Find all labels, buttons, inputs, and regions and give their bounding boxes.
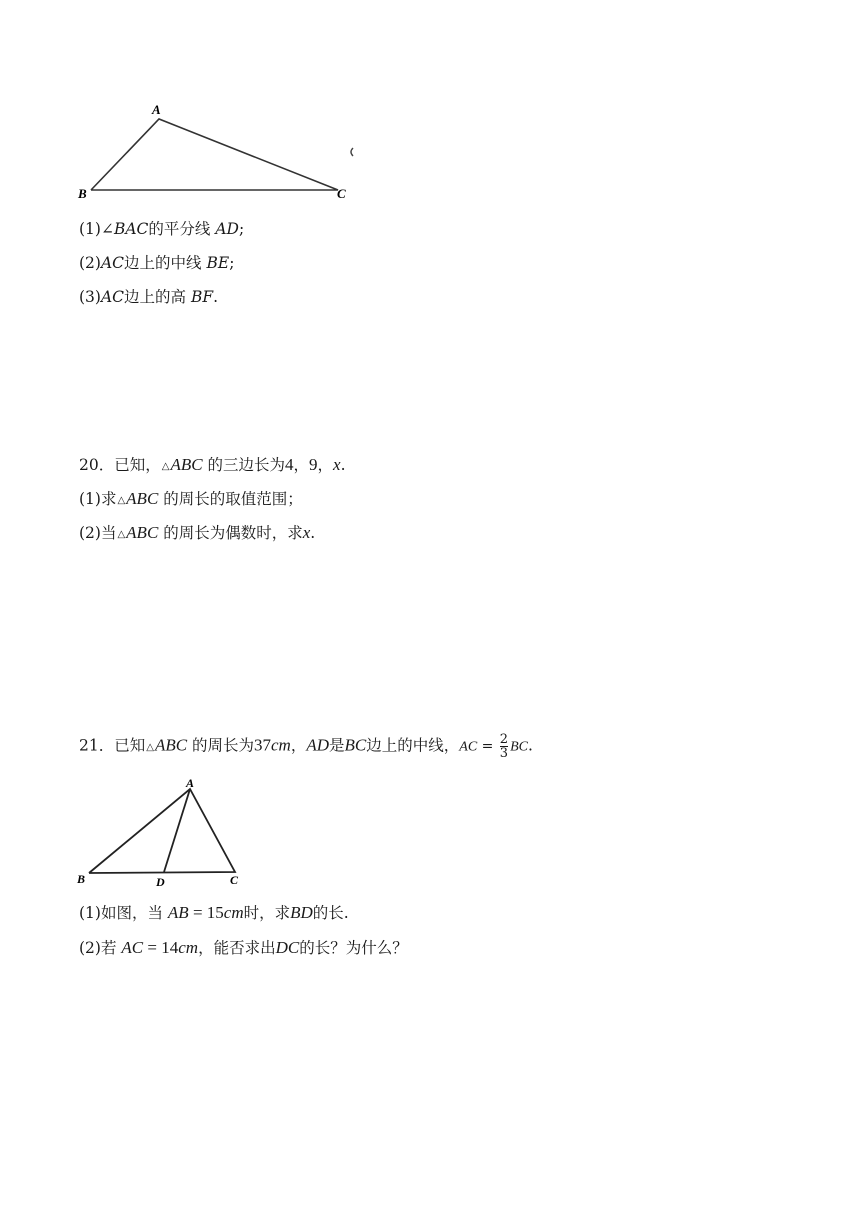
q21-text-4: 边上的中线，: [366, 736, 460, 755]
triangle-symbol: △: [161, 461, 170, 472]
q21-p1-prefix: (1)如图，当: [79, 904, 163, 922]
q21-p2-prefix: (2)若: [79, 939, 117, 957]
q21-bc-2: BC: [510, 739, 528, 755]
q21-text-3: 是: [329, 736, 345, 755]
q20-sep-2: ，: [317, 456, 334, 474]
q21-comma: ，: [290, 736, 307, 755]
q21-p2-dc: DC: [275, 938, 300, 957]
q21-p1-text: 时，求: [243, 904, 291, 922]
vertex-label-b: B: [77, 872, 86, 886]
q21-part-1: (1)如图，当 AB = 15cm时，求BD的长.: [79, 903, 349, 922]
q20-part-2: [79, 523, 315, 546]
q19-part-3: [79, 287, 218, 307]
vertex-label-b: B: [78, 186, 87, 201]
median-triangle-figure: [72, 776, 252, 888]
q20-end: .: [340, 456, 346, 474]
q19-p2-text: 边上的中线: [124, 254, 207, 272]
q21-part-2: (2)若 AC = 14cm，能否求出DC的长？为什么？: [79, 938, 408, 957]
q20-intro: 20．已知，: [79, 456, 161, 474]
q19-p2-side: AC: [100, 254, 125, 272]
q20-text: 的三边长为: [202, 456, 285, 474]
q19-p2-end: ;: [229, 254, 235, 272]
vertex-label-d: D: [156, 875, 165, 888]
q20-p2-prefix: (2)当: [79, 524, 117, 542]
q19-p1-prefix: (1)∠: [79, 220, 114, 238]
q19-p1-angle: BAC: [113, 220, 149, 238]
q21-ac: AC: [459, 739, 478, 755]
q21-side-bc: BC: [344, 735, 367, 755]
q20-p1-prefix: (1)求: [79, 490, 117, 508]
q19-part-1: [79, 219, 244, 239]
q20-p2-triangle-name: ABC: [126, 523, 159, 542]
q21-p1-unit: cm: [223, 903, 244, 922]
q21-unit: cm: [270, 735, 291, 755]
q21-triangle-name: ABC: [154, 735, 188, 755]
q19-p3-text: 边上的高: [124, 288, 191, 306]
q19-p3-side: AC: [100, 288, 125, 306]
q21-p1-bd: BD: [290, 903, 313, 922]
triangle-symbol: △: [146, 741, 154, 753]
vertex-label-a: A: [186, 776, 195, 790]
q19-p3-prefix: (3): [79, 288, 101, 306]
q21-p2-value: 14: [161, 938, 179, 957]
q19-p2-segment: BE: [206, 254, 230, 272]
q19-p2-prefix: (2): [79, 254, 101, 272]
q19-p1-segment: AD: [215, 220, 239, 238]
q20-part-1: [79, 489, 303, 512]
q20-p1-text: 的周长的取值范围；: [158, 490, 303, 508]
q21-equals: =: [477, 738, 498, 755]
q19-p3-end: .: [213, 288, 219, 306]
q20-stem: [79, 455, 346, 478]
triangle-outline: [89, 789, 235, 873]
q21-perimeter-value: 37: [253, 735, 271, 755]
q20-p2-end: .: [310, 524, 316, 542]
q21-median: AD: [306, 735, 329, 755]
median-ad: [164, 789, 190, 872]
q20-p1-triangle-name: ABC: [126, 489, 159, 508]
q20-side-b: 9: [309, 455, 318, 474]
q19-p3-segment: BF: [190, 288, 214, 306]
q20-side-x: x: [333, 455, 341, 474]
q20-p2-text: 的周长为偶数时，求: [158, 524, 303, 542]
q19-p1-text: 的平分线: [148, 220, 216, 238]
q21-text-1: 的周长为: [187, 736, 254, 755]
vertex-label-c: C: [230, 873, 239, 887]
q21-p2-end: 的长？为什么？: [299, 939, 408, 957]
triangle-symbol: △: [117, 495, 126, 506]
fraction-numerator: 2: [499, 732, 509, 747]
q21-p1-end: 的长.: [312, 904, 349, 922]
q20-side-a: 4: [284, 455, 294, 474]
q21-intro: 21．已知: [79, 736, 146, 755]
q21-p1-ab: AB: [167, 903, 189, 922]
stray-mark: [351, 148, 353, 156]
triangle-abc-figure: [70, 98, 360, 208]
q21-p2-text: ，能否求出: [198, 939, 276, 957]
q21-stem: [79, 733, 533, 760]
q21-p2-unit: cm: [178, 938, 199, 957]
q21-fraction: [500, 733, 508, 760]
q21-p1-value: 15: [206, 903, 224, 922]
q20-sep-1: ，: [293, 456, 309, 474]
q21-end: .: [527, 736, 533, 755]
triangle-abc-outline: [91, 119, 338, 190]
q20-p2-x: x: [302, 523, 311, 542]
q21-p2-ac: AC: [121, 938, 144, 957]
triangle-symbol: △: [117, 529, 126, 540]
fraction-denominator: 3: [499, 746, 509, 761]
vertex-label-a: A: [152, 102, 161, 117]
q20-triangle-name: ABC: [170, 455, 203, 474]
q19-p1-end: ;: [238, 220, 245, 238]
q19-part-2: [79, 253, 234, 273]
vertex-label-c: C: [337, 186, 346, 201]
